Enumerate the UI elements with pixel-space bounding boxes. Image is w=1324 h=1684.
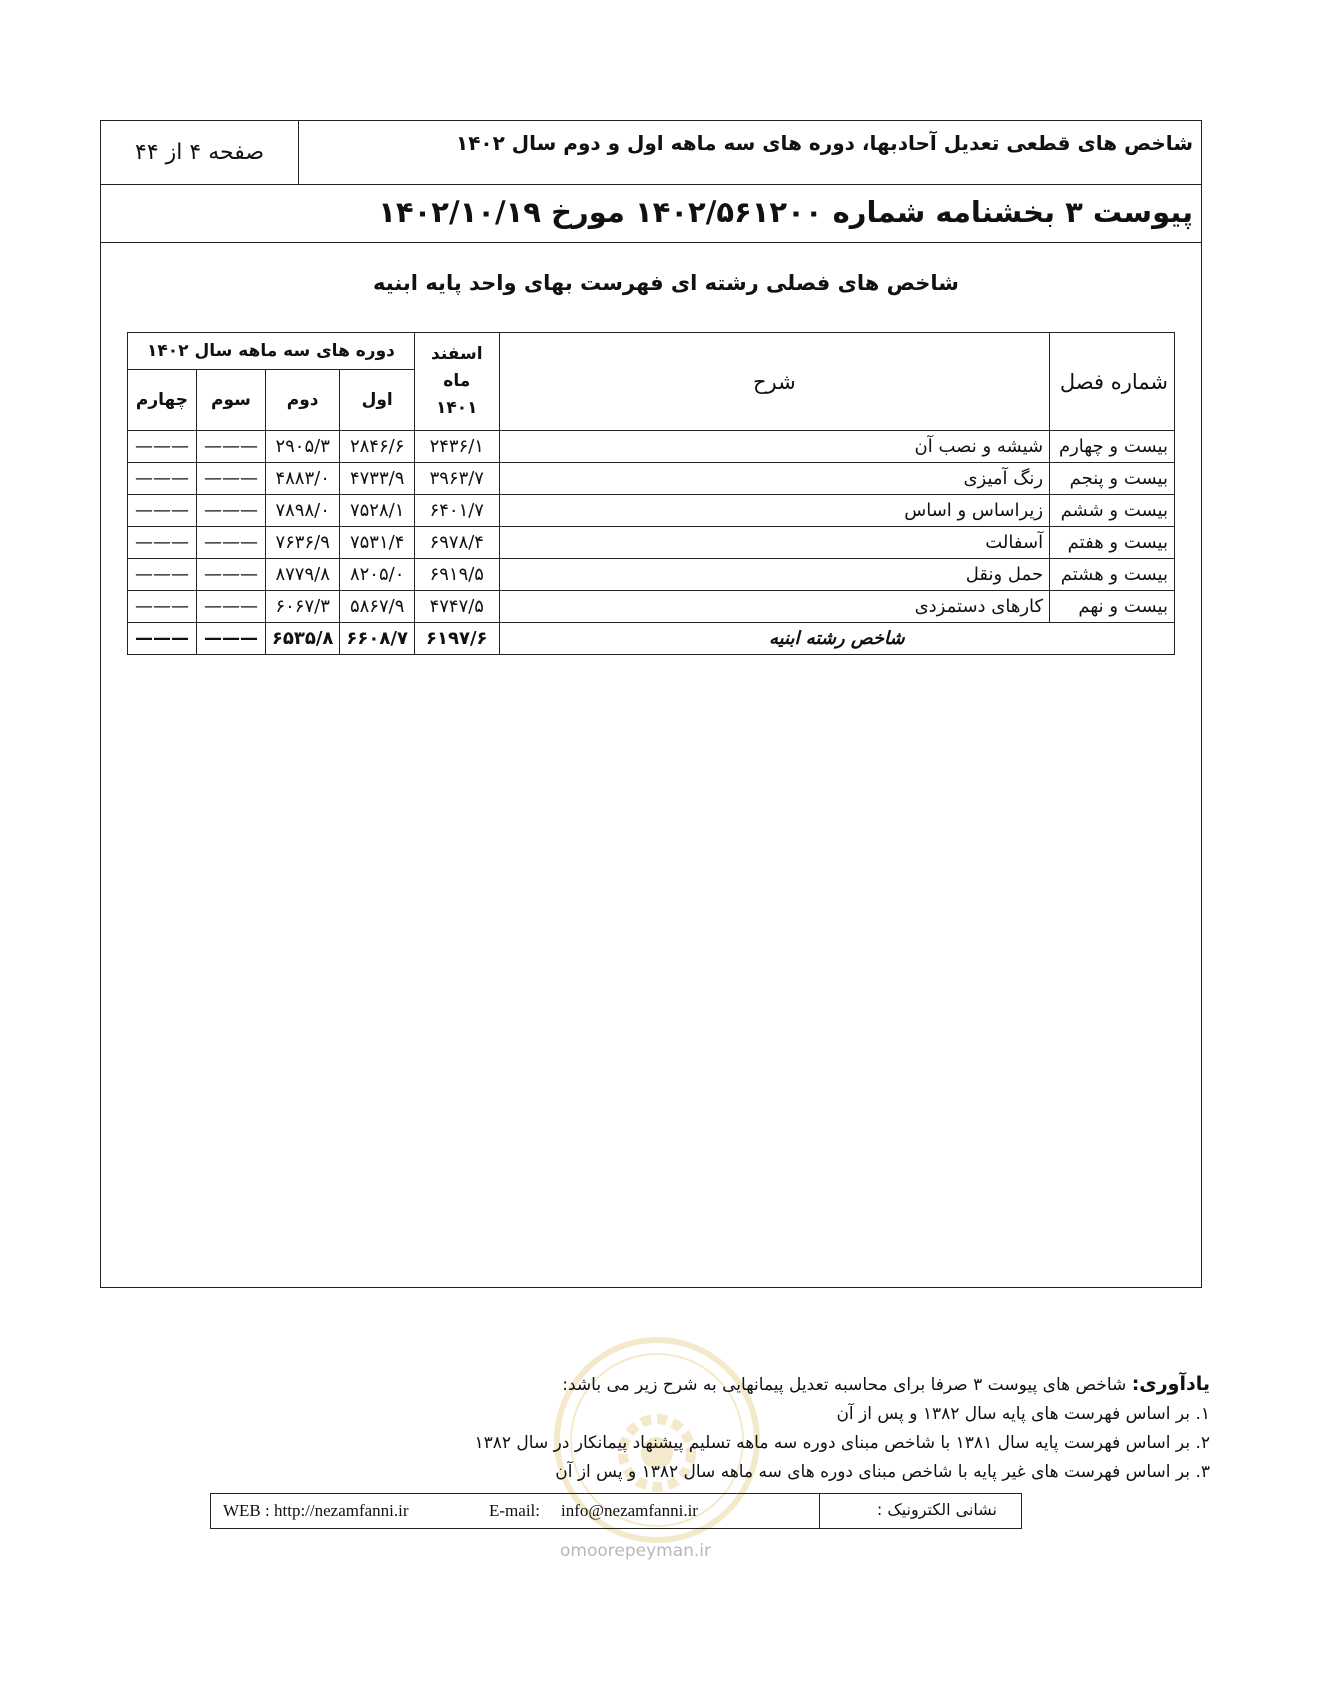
table-row (128, 463, 1175, 495)
cell-esfand: ۳۹۶۳/۷ (414, 463, 499, 495)
header-esfand (414, 333, 499, 431)
cell-description: شیشه و نصب آن (499, 431, 1049, 463)
cell-chapter: بیست و پنجم (1050, 463, 1175, 495)
cell-q2: ۸۷۷۹/۸ (265, 559, 340, 591)
cell-chapter: بیست و ششم (1050, 495, 1175, 527)
cell-q2: ۴۸۸۳/۰ (265, 463, 340, 495)
email-label: E-mail: (489, 1501, 540, 1520)
cell-q4: ——— (128, 591, 197, 623)
table-row (128, 591, 1175, 623)
reminder-item: ۳. بر اساس فهرست های غیر پایه با شاخص مبنای دوره های سه ماهه سال ۱۳۸۲ و پس از آن (555, 1462, 1210, 1482)
table-row (128, 559, 1175, 591)
cell-q1: ۷۵۲۸/۱ (340, 495, 415, 527)
cell-description: آسفالت (499, 527, 1049, 559)
total-q3: ——— (196, 623, 265, 655)
watermark-text: omoorepeyman.ir (560, 1541, 712, 1561)
header-esfand-line2: ۱۴۰۱ (436, 398, 478, 419)
document-frame (100, 120, 1202, 1288)
cell-q1: ۸۲۰۵/۰ (340, 559, 415, 591)
cell-esfand: ۴۷۴۷/۵ (414, 591, 499, 623)
cell-q1: ۲۸۴۶/۶ (340, 431, 415, 463)
cell-description: زیراساس و اساس (499, 495, 1049, 527)
contact-footer (210, 1493, 1022, 1529)
total-q2: ۶۵۳۵/۸ (265, 623, 340, 655)
circular-reference: پیوست ۳ بخشنامه شماره ۱۴۰۲/۵۶۱۲۰۰ مورخ ۱۴۰۲/۱۰/۱۹ (101, 185, 1201, 243)
cell-q4: ——— (128, 431, 197, 463)
cell-q2: ۲۹۰۵/۳ (265, 431, 340, 463)
contact-label: نشانی الکترونیک : (819, 1494, 1021, 1528)
cell-q2: ۷۶۳۶/۹ (265, 527, 340, 559)
cell-chapter: بیست و هشتم (1050, 559, 1175, 591)
cell-q1: ۷۵۳۱/۴ (340, 527, 415, 559)
cell-q4: ——— (128, 559, 197, 591)
cell-q3: ——— (196, 527, 265, 559)
header-chapter: شماره فصل (1050, 333, 1175, 431)
reminder-intro-line (300, 1370, 1210, 1400)
cell-esfand: ۲۴۳۶/۱ (414, 431, 499, 463)
header-esfand-line1: اسفند ماه (431, 343, 483, 391)
total-row (128, 623, 1175, 655)
reminder-intro: شاخص های پیوست ۳ صرفا برای محاسبه تعدیل پیمانهایی به شرح زیر می باشد: (562, 1375, 1127, 1395)
header-q1: اول (340, 370, 415, 431)
cell-q1: ۴۷۳۳/۹ (340, 463, 415, 495)
index-table (127, 332, 1175, 655)
email-address[interactable]: info@nezamfanni.ir (561, 1501, 698, 1520)
cell-q4: ——— (128, 527, 197, 559)
cell-description: حمل ونقل (499, 559, 1049, 591)
header-q3: سوم (196, 370, 265, 431)
table-title: شاخص های فصلی رشته ای فهرست بهای واحد پایه ابنیه (373, 271, 959, 295)
cell-chapter: بیست و هفتم (1050, 527, 1175, 559)
header-description: شرح (499, 333, 1049, 431)
table-row (128, 431, 1175, 463)
cell-q4: ——— (128, 463, 197, 495)
header-periods: دوره های سه ماهه سال ۱۴۰۲ (128, 333, 415, 370)
web-address[interactable]: WEB : http://nezamfanni.ir (223, 1501, 409, 1520)
cell-q3: ——— (196, 559, 265, 591)
cell-q2: ۷۸۹۸/۰ (265, 495, 340, 527)
cell-q3: ——— (196, 495, 265, 527)
reminder-label: یادآوری: (1131, 1373, 1210, 1395)
total-description: شاخص رشته ابنیه (499, 623, 1174, 655)
cell-q3: ——— (196, 431, 265, 463)
cell-q3: ——— (196, 591, 265, 623)
document-title: شاخص های قطعی تعدیل آحادبها، دوره های سه ماهه اول و دوم سال ۱۴۰۲ (456, 131, 1193, 155)
table-row (128, 527, 1175, 559)
cell-description: کارهای دستمزدی (499, 591, 1049, 623)
header-q4: چهارم (128, 370, 197, 431)
cell-q1: ۵۸۶۷/۹ (340, 591, 415, 623)
reminder-item: ۲. بر اساس فهرست پایه سال ۱۳۸۱ با شاخص مبنای دوره سه ماهه تسلیم پیشنهاد پیمانکار در سال ۱۳۸۲ (474, 1433, 1210, 1453)
total-q1: ۶۶۰۸/۷ (340, 623, 415, 655)
cell-chapter: بیست و چهارم (1050, 431, 1175, 463)
cell-esfand: ۶۴۰۱/۷ (414, 495, 499, 527)
total-q4: ——— (128, 623, 197, 655)
cell-q3: ——— (196, 463, 265, 495)
cell-q4: ——— (128, 495, 197, 527)
table-row (128, 495, 1175, 527)
cell-esfand: ۶۹۱۹/۵ (414, 559, 499, 591)
page-number: صفحه ۴ از ۴۴ (101, 121, 299, 184)
cell-chapter: بیست و نهم (1050, 591, 1175, 623)
header-row (101, 121, 1201, 185)
cell-q2: ۶۰۶۷/۳ (265, 591, 340, 623)
reminder-item: ۱. بر اساس فهرست های پایه سال ۱۳۸۲ و پس از آن (836, 1404, 1210, 1424)
cell-description: رنگ آمیزی (499, 463, 1049, 495)
total-esfand: ۶۱۹۷/۶ (414, 623, 499, 655)
cell-esfand: ۶۹۷۸/۴ (414, 527, 499, 559)
header-q2: دوم (265, 370, 340, 431)
reminder-section (300, 1370, 1210, 1487)
